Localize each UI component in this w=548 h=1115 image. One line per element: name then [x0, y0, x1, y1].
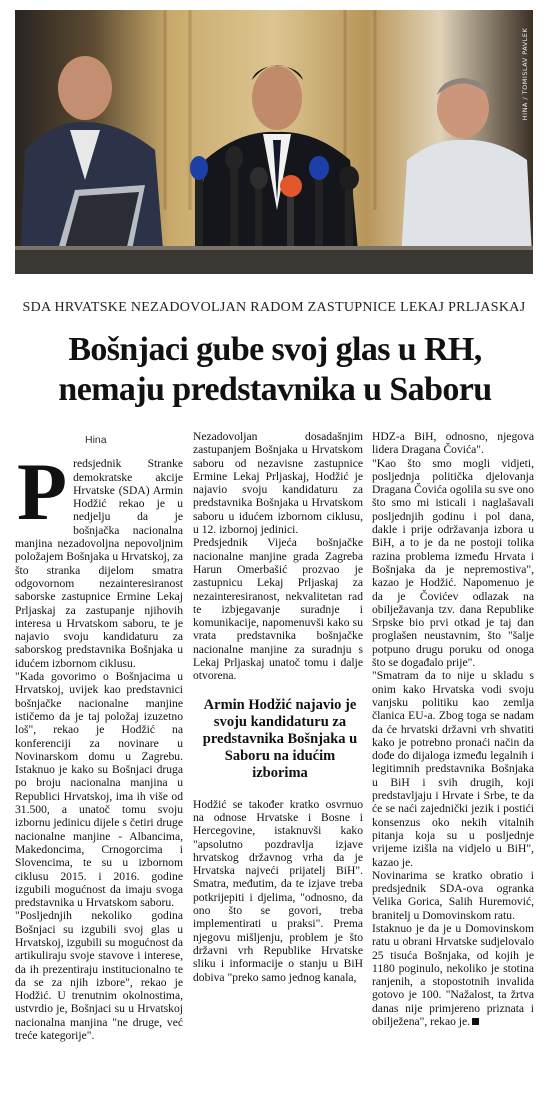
article-kicker: SDA HRVATSKE NEZADOVOLJAN RADOM ZASTUPNICE LEKAJ PRLJASKAJ [22, 300, 526, 315]
press-conference-photo [15, 10, 533, 274]
article-column-2 [193, 430, 363, 984]
paragraph: "Smatram da to nije u skladu s onim kako Hrvatska vodi svoju vanjsku politiku kao zemlja članica EU-a. Zbog toga se nadam da će hrvatski državni vrh shvatiti kako je potrebno pronaći način da dođe do dijaloga između legalnih i legitimnih predstavnika Bošnjaka u BiH i svih drugih, koji predstavljaju i Hrvate i Srbe, te da će se naći zajednički jezik i postići konsenzus oko nekih vitalnih pitanja koja su u posljednje vrijeme izišla na vidjelo u BiH", kazao je. [372, 669, 534, 869]
headline-line-2: nemaju predstavnika u Saboru [58, 371, 492, 408]
article-headline [15, 330, 535, 410]
article-column-3 [372, 430, 534, 1028]
photo-credit: HINA / TOMISLAV PAVLEK [520, 27, 529, 121]
end-of-article-mark [472, 1018, 479, 1025]
paragraph-last [372, 922, 534, 1028]
paragraph: Novinarima se kratko obratio i predsjednik SDA-ova ogranka Velika Gorica, Salih Huremović, branitelj u Domovinskom ratu. [372, 868, 534, 922]
paragraph-text: Istaknuo je da je u Domovinskom ratu u obrani Hrvatske sudjelovalo 25 tisuća Bošnjaka, od kojih je 1180 poginulo, nekoliko je stotina ranjenih, a stopostotnih invalida gotovo je 100. "Nažalost, ta žrtva danas nije primjereno priznata i obilježena", rekao je. [372, 921, 534, 1029]
paragraph: redsjednik Stranke demokratske akcije Hrvatske (SDA) Armin Hodžić rekao je u nedjelju da je bošnjačka nacionalna manjina nezadovoljna nepovoljnim položajem Bošnjaka u Hrvatskoj, za što stranka dijelom smatra odgovornom nezainteresiranost saborske zastupnice Ermine Lekaj Prljaskaj za zastupanje njihovih interesa u Hrvatskom saboru, te je najavio svoju kandidaturu za saborskog predstavnika Bošnjaka u idućem izbornom ciklusu. [15, 457, 183, 670]
paragraph: HDZ-a BiH, odnosno, njegova lidera Dragana Čovića". [372, 430, 534, 457]
paragraph: Hodžić se također kratko osvrnuo na odnose Hrvatske i Bosne i Hercegovine, istaknuvši kako "apsolutno pozdravlja izjave hrvatskog državnog vrha da je Hrvatska najveći prijatelj BiH". Smatra, međutim, da te izjave treba potkrijepiti i djelima, "odnosno, da ono što se govori, treba implementirati u praksi". Prema njegovu mišljenju, problem je što državni vrh Republike Hrvatske sliku i informacije o stanju u BiH dobiva "preko samo jednog kanala, [193, 797, 363, 984]
paragraph: "Kao što smo mogli vidjeti, posljednja politička djelovanja Dragana Čovića ogolila su sve ono što smo mi isticali i naglašavali posljednjih godinu i pol dana, dakle i prije održavanja izbora u BiH, a to je da ne postoji tolika razina problema između Hrvata i Bošnjaka da je nepremostiva", kazao je Hodžić. Napomenuo je da je Čovićev odlazak na obilježavanja tzv. dana Republike Srpske bio prvi otkad je taj dan proglašen neustavnim, što "šalje potpuno drugu poruku od onoga što se događalo prije". [372, 456, 534, 670]
drop-cap: P [17, 446, 68, 538]
byline: Hina [85, 434, 107, 446]
paragraph: Nezadovoljan dosadašnjim zastupanjem Bošnjaka u Hrvatskom saboru od nezavisne zastupnice Ermine Lekaj Prljaskaj, Hodžić je najavio svoju kandidaturu za predstavnika Bošnjaka u Hrvatskom saboru u idućem izbornom ciklusu, u 12. izbornoj jedinici. [193, 430, 363, 537]
pull-quote [201, 697, 359, 782]
paragraph: "Posljednjih nekoliko godina Bošnjaci su izgubili svoj glas u Hrvatskoj, izgubili su mogućnost da artikuliraju svoje stavove i interese, da ih prezentiraju institucionalno te da se za njih izbore", rekao je Hodžić. U trenutnim okolnostima, ustvrdio je, Bošnjaci su u Hrvatskoj nacionalna manjina "ne druge, već treće kategorije". [15, 909, 183, 1043]
headline-line-1: Bošnjaci gube svoj glas u RH, [68, 331, 482, 368]
photo-illustration [15, 10, 533, 274]
paragraph: "Kada govorimo o Bošnjacima u Hrvatskoj, uvijek kao predstavnici bošnjačke nacionalne manjine ističemo da je taj položaj izuzetno loš", rekao je Hodžić na konferenciji za novinare u Novinarskom domu u Zagrebu. Istaknuo je kako su Bošnjaci druga po broju nacionalna manjina u Republici Hrvatskoj, ima ih više od 31.500, a unatoč tomu svoju izbornu jedinicu dijele s četiri druge nacionalne manjine - Albancima, Makedoncima, Crnogorcima i Slovencima, te su u izbornom ciklusu 2015. i 2016. godine izgubili mogućnost da imaju svoga predstavnika u Hrvatskom saboru. [15, 670, 183, 910]
article-column-1 [15, 430, 183, 1042]
pull-quote-text: Armin Hodžić najavio je svoju kandidaturu za predstavnika Bošnjaka u Saboru na idućim izborima [202, 696, 358, 781]
paragraph: Predsjednik Vijeća bošnjačke nacionalne manjine grada Zagreba Harun Omerbašić prozvao je zastupnicu Lekaj Prljaskaj za nezainteresiranost, nekvalitetan rad te izbjegavanje suradnje i komunikacije, napomenuvši kako su vrata predstavnika bošnjačke nacionalne manjine za suradnju s Lekaj Prljaskaj unatoč tomu i dalje otvorena. [193, 536, 363, 683]
